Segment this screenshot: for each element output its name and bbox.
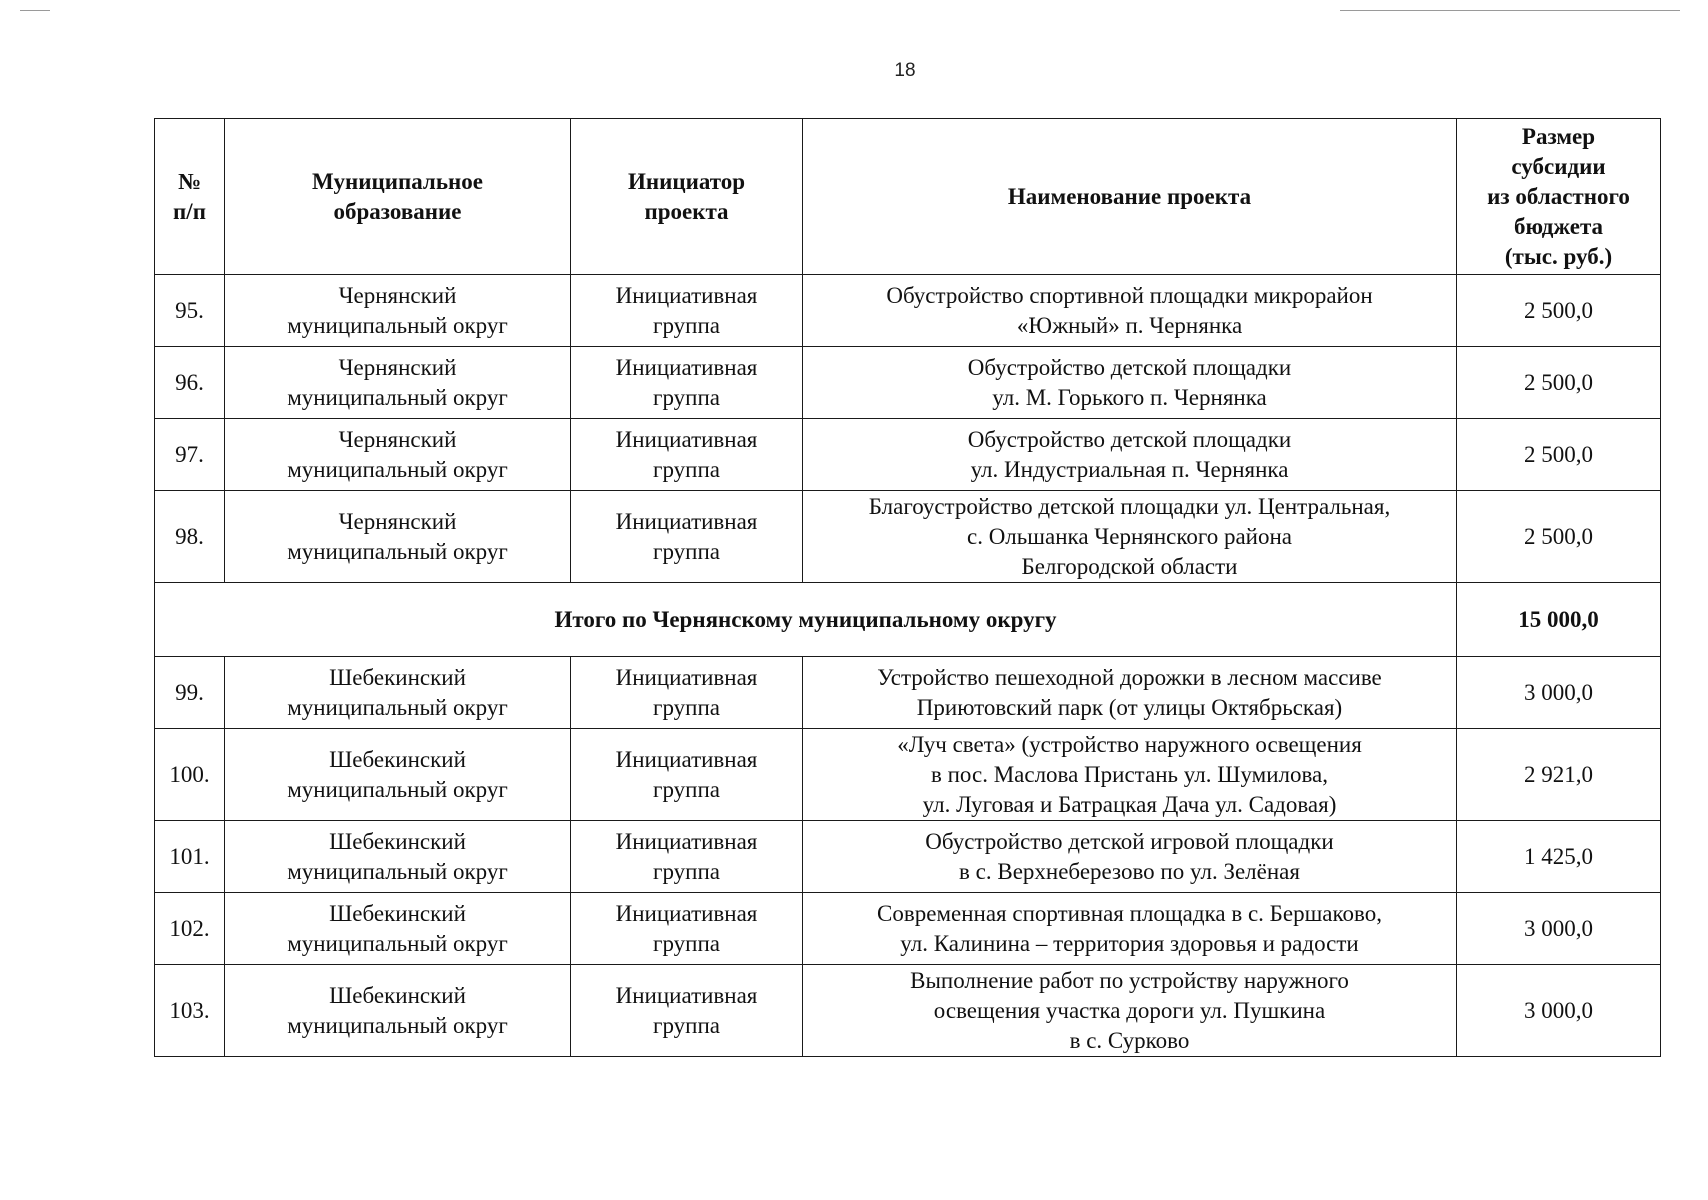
initiator-cell: Инициативная группа (571, 275, 803, 347)
subsidy-table (154, 118, 1661, 1057)
row-number: 97. (155, 419, 225, 491)
initiator-cell: Инициативная группа (571, 965, 803, 1057)
subsidy-amount-cell: 2 500,0 (1457, 275, 1661, 347)
table-row (155, 275, 1661, 347)
table-header-row (155, 119, 1661, 275)
row-number: 95. (155, 275, 225, 347)
project-name-cell: Обустройство детской площадки ул. Индустриальная п. Чернянка (803, 419, 1457, 491)
total-row (155, 583, 1661, 657)
project-name-cell: Благоустройство детской площадки ул. Центральная, с. Ольшанка Чернянского района Белгородской области (803, 491, 1457, 583)
initiator-cell: Инициативная группа (571, 491, 803, 583)
project-name-cell: «Луч света» (устройство наружного освещения в пос. Маслова Пристань ул. Шумилова, ул. Луговая и Батрацкая Дача ул. Садовая) (803, 729, 1457, 821)
subsidy-amount-cell: 2 500,0 (1457, 419, 1661, 491)
header-subsidy: Размер субсидии из областного бюджета (тыс. руб.) (1457, 119, 1661, 275)
subsidy-amount-cell: 1 425,0 (1457, 821, 1661, 893)
row-number: 98. (155, 491, 225, 583)
initiator-cell: Инициативная группа (571, 347, 803, 419)
initiator-cell: Инициативная группа (571, 419, 803, 491)
total-value: 15 000,0 (1457, 583, 1661, 657)
municipality-cell: Шебекинский муниципальный округ (225, 893, 571, 965)
subsidy-amount-cell: 3 000,0 (1457, 657, 1661, 729)
table-row (155, 657, 1661, 729)
municipality-cell: Чернянский муниципальный округ (225, 419, 571, 491)
municipality-cell: Шебекинский муниципальный округ (225, 965, 571, 1057)
project-name-cell: Устройство пешеходной дорожки в лесном массиве Приютовский парк (от улицы Октябрьская) (803, 657, 1457, 729)
subsidy-amount-cell: 3 000,0 (1457, 893, 1661, 965)
subsidy-amount-cell: 2 500,0 (1457, 491, 1661, 583)
initiator-cell: Инициативная группа (571, 657, 803, 729)
header-number: № п/п (155, 119, 225, 275)
municipality-cell: Шебекинский муниципальный округ (225, 821, 571, 893)
table-row (155, 965, 1661, 1057)
initiator-cell: Инициативная группа (571, 729, 803, 821)
project-name-cell: Выполнение работ по устройству наружного освещения участка дороги ул. Пушкина в с. Сурково (803, 965, 1457, 1057)
scan-artifact-line (1340, 10, 1680, 11)
subsidy-amount-cell: 2 500,0 (1457, 347, 1661, 419)
project-name-cell: Обустройство детской площадки ул. М. Горького п. Чернянка (803, 347, 1457, 419)
project-name-cell: Обустройство детской игровой площадки в с. Верхнеберезово по ул. Зелёная (803, 821, 1457, 893)
initiator-cell: Инициативная группа (571, 821, 803, 893)
municipality-cell: Шебекинский муниципальный округ (225, 657, 571, 729)
municipality-cell: Шебекинский муниципальный округ (225, 729, 571, 821)
table-row (155, 821, 1661, 893)
scan-artifact-line (20, 10, 50, 11)
initiator-cell: Инициативная группа (571, 893, 803, 965)
page-number: 18 (894, 60, 916, 81)
municipality-cell: Чернянский муниципальный округ (225, 275, 571, 347)
header-project-name: Наименование проекта (803, 119, 1457, 275)
subsidy-amount-cell: 3 000,0 (1457, 965, 1661, 1057)
row-number: 102. (155, 893, 225, 965)
header-municipality: Муниципальное образование (225, 119, 571, 275)
row-number: 99. (155, 657, 225, 729)
row-number: 100. (155, 729, 225, 821)
municipality-cell: Чернянский муниципальный округ (225, 491, 571, 583)
row-number: 101. (155, 821, 225, 893)
row-number: 96. (155, 347, 225, 419)
municipality-cell: Чернянский муниципальный округ (225, 347, 571, 419)
header-initiator: Инициатор проекта (571, 119, 803, 275)
table-body (155, 275, 1661, 1057)
subsidy-amount-cell: 2 921,0 (1457, 729, 1661, 821)
table-row (155, 491, 1661, 583)
row-number: 103. (155, 965, 225, 1057)
total-label: Итого по Чернянскому муниципальному округу (155, 583, 1457, 657)
project-name-cell: Обустройство спортивной площадки микрорайон «Южный» п. Чернянка (803, 275, 1457, 347)
table-row (155, 419, 1661, 491)
table-row (155, 729, 1661, 821)
project-name-cell: Современная спортивная площадка в с. Бершаково, ул. Калинина – территория здоровья и радости (803, 893, 1457, 965)
table-row (155, 893, 1661, 965)
table-row (155, 347, 1661, 419)
